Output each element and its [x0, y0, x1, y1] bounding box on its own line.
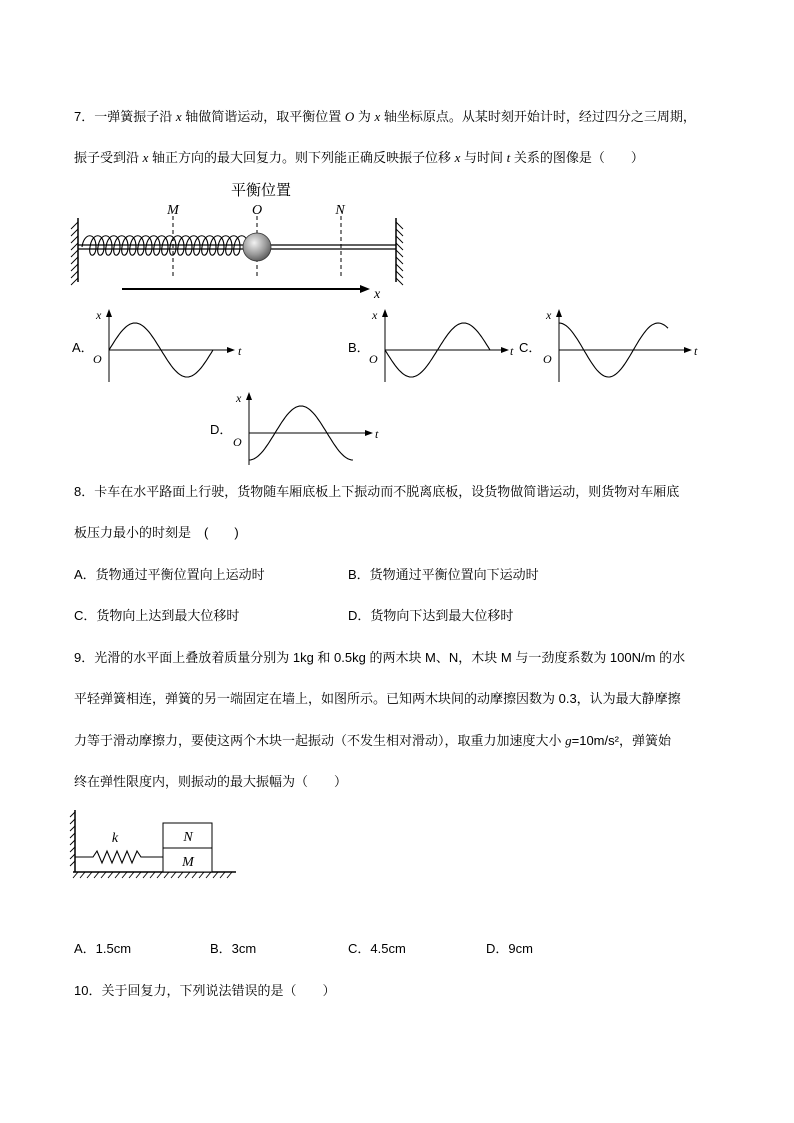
x-axis-arrowhead	[360, 285, 370, 293]
t-axis-label: t	[694, 344, 698, 358]
y-axis-label: x	[372, 308, 378, 322]
q8-line-1	[74, 483, 679, 501]
x-axis-label: x	[374, 287, 381, 302]
q7-option-B-label[interactable]: B．	[348, 340, 370, 355]
q7-text: ．一弹簧振子沿	[81, 109, 176, 124]
t-axis-label: t	[375, 427, 379, 441]
t-arrowhead	[684, 347, 692, 353]
q10-text: ．关于回复力，下列说法错误的是（ ）	[88, 983, 336, 998]
q7-text: 振子受到沿	[74, 150, 143, 165]
q9-option-A[interactable]: A．1.5cm	[74, 941, 132, 956]
y-arrowhead	[382, 309, 388, 317]
y-arrowhead	[246, 392, 252, 400]
block-M-label: M	[182, 855, 194, 870]
q7-text: 为	[354, 109, 375, 124]
y-arrowhead	[556, 309, 562, 317]
q9-text: =10m/s²，弹簧始	[571, 733, 671, 748]
q7-option-C-graph[interactable]	[542, 305, 702, 385]
q7-text: 与时间	[460, 150, 507, 165]
q7-option-C-label[interactable]: C．	[519, 340, 542, 355]
q9-line-1	[74, 649, 685, 667]
q7-spring-figure	[66, 176, 416, 302]
q7-line-1	[74, 108, 696, 126]
q7-option-D-label[interactable]: D．	[210, 422, 233, 437]
q9-option-D[interactable]: D．9cm	[486, 941, 533, 956]
label-N: N	[335, 203, 345, 218]
q9-line-2: 平轻弹簧相连，弹簧的另一端固定在墙上，如图所示。已知两木块间的动摩擦因数为 0.3，认为最大静摩擦	[74, 691, 681, 706]
oscillator-ball	[243, 233, 271, 261]
q7-option-A-graph[interactable]	[92, 305, 252, 385]
origin-label: O	[93, 352, 102, 366]
q9-line-4: 终在弹性限度内，则振动的最大振幅为（ ）	[74, 774, 348, 789]
left-wall-hatch	[71, 222, 78, 285]
t-arrowhead	[501, 347, 509, 353]
t-arrowhead	[365, 430, 373, 436]
q9-line-3	[74, 732, 671, 750]
q7-var-x: x	[175, 109, 182, 124]
q7-text: 轴正方向的最大回复力。则下列能正确反映振子位移	[148, 150, 455, 165]
q7-text: 轴坐标原点。从某时刻开始计时，经过四分之三周期，	[380, 109, 696, 124]
q8-option-B[interactable]: B．货物通过平衡位置向下运动时	[348, 567, 539, 582]
q8-option-A[interactable]: A．货物通过平衡位置向上运动时	[74, 567, 265, 582]
q9-option-C[interactable]: C．4.5cm	[348, 941, 406, 956]
q8-text: ．卡车在水平路面上行驶，货物随车厢底板上下振动而不脱离底板，设货物做简谐运动，则货物对车厢底	[81, 484, 680, 499]
t-arrowhead	[227, 347, 235, 353]
label-M: M	[167, 203, 179, 218]
q8-line-2: 板压力最小的时刻是 ( )	[74, 525, 239, 540]
t-axis-label: t	[238, 344, 242, 358]
origin-label: O	[369, 352, 378, 366]
q7-option-A-label[interactable]: A．	[72, 340, 94, 355]
t-axis-label: t	[510, 344, 514, 358]
q10-number: 10	[74, 983, 89, 998]
q8-number: 8	[74, 484, 82, 499]
q9-number: 9	[74, 650, 82, 665]
q9-text: 力等于滑动摩擦力，要使这两个木块一起振动（不发生相对滑动），取重力加速度大小	[74, 733, 566, 748]
q7-option-D-graph[interactable]	[232, 388, 392, 468]
q7-line-2	[74, 149, 644, 167]
label-O: O	[251, 203, 263, 218]
floor-hatch	[73, 872, 232, 878]
q8-option-D[interactable]: D．货物向下达到最大位移时	[348, 608, 514, 623]
q7-text: 轴做简谐运动，取平衡位置	[181, 109, 345, 124]
origin-label: O	[543, 352, 552, 366]
q7-var-x: x	[374, 109, 381, 124]
q7-var-O: O	[344, 109, 355, 124]
y-axis-label: x	[96, 308, 102, 322]
block-N-label: N	[183, 830, 193, 845]
q7-figure-title: 平衡位置	[230, 183, 292, 199]
q9-block-spring-figure	[68, 806, 243, 886]
right-wall-hatch	[396, 222, 403, 285]
q7-var-x: x	[142, 150, 149, 165]
origin-label: O	[233, 435, 242, 449]
q9-text: ．光滑的水平面上叠放着质量分别为 1kg 和 0.5kg 的两木块 M、N，木块 M 与一劲度系数为 100N/m 的水	[81, 650, 686, 665]
q7-number: 7	[74, 109, 82, 124]
y-arrowhead	[106, 309, 112, 317]
spring-constant-label: k	[111, 831, 119, 846]
spring	[75, 851, 163, 863]
q7-var-x: x	[454, 150, 461, 165]
q9-option-B[interactable]: B．3cm	[210, 941, 257, 956]
y-axis-label: x	[236, 391, 242, 405]
q8-option-C[interactable]: C．货物向上达到最大位移时	[74, 608, 240, 623]
q10-line-1	[74, 982, 335, 1000]
q7-option-B-graph[interactable]	[368, 305, 528, 385]
q7-text: 关系的图像是（ ）	[510, 150, 644, 165]
q9-var-g: g	[565, 733, 572, 748]
y-axis-label: x	[546, 308, 552, 322]
q7-var-t: t	[506, 150, 511, 165]
